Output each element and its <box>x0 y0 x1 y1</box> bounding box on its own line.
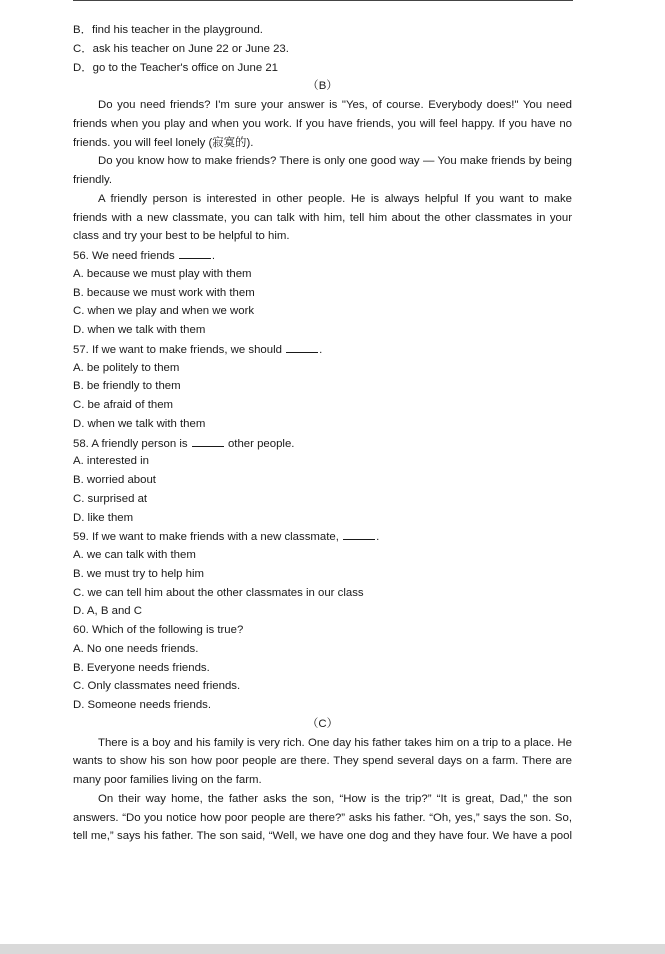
passage-line: class and try your best to be helpful to him. <box>73 230 290 243</box>
question-text-after: . <box>319 343 323 356</box>
passage-line: many poor families living on the farm. <box>73 774 262 786</box>
passage-line: answers. “Do you notice how poor people are there?” asks his father. “Oh, yes,” says the son. So, <box>73 811 572 824</box>
answer-option: A. be politely to them <box>73 361 180 374</box>
question-text-after: . <box>211 250 216 262</box>
answer-option: C. we can tell him about the other classmates in our class <box>73 586 364 599</box>
answer-option: D. like them <box>73 511 134 524</box>
section-heading-b: （B） <box>307 80 338 93</box>
question-text-after: . <box>376 531 380 544</box>
answer-option: B. we must try to help him <box>73 567 205 580</box>
page-bottom-bar <box>0 944 665 954</box>
question-text-after: other people. <box>227 437 295 450</box>
answer-option: D. when we talk with them <box>73 324 206 336</box>
question-text: 56. We need friends <box>73 250 175 262</box>
answer-blank <box>179 246 211 259</box>
passage-line: A friendly person is interested in other people. He is always helpful If you want to make <box>98 192 572 205</box>
passage-line: Do you know how to make friends? There is only one good way — You make friends by being <box>98 155 572 168</box>
answer-option: B. be friendly to them <box>73 380 181 393</box>
option-line: B．find his teacher in the playground. <box>73 24 263 36</box>
answer-option: A. No one needs friends. <box>73 642 199 655</box>
document-page <box>73 21 572 846</box>
answer-option: A. interested in <box>73 455 149 468</box>
question-text: 58. A friendly person is <box>73 437 188 450</box>
answer-option: A. we can talk with them <box>73 549 196 561</box>
answer-blank <box>343 527 375 540</box>
passage-line: There is a boy and his family is very rich. One day his father takes him on a trip to a place. He <box>98 736 572 749</box>
option-line: C．ask his teacher on June 22 or June 23. <box>73 42 289 55</box>
question-stem <box>73 527 572 546</box>
question-stem <box>73 621 572 640</box>
answer-option: C. be afraid of them <box>73 399 174 411</box>
question-stem <box>73 434 572 453</box>
option-line: D．go to the Teacher's office on June 21 <box>73 61 279 74</box>
top-rule <box>73 0 573 1</box>
question-text: 57. If we want to make friends, we should <box>73 343 282 356</box>
passage-line: friends with a new classmate, you can talk with him, tell him about the other classmates in your <box>73 211 572 224</box>
section-heading-c: （C） <box>306 717 338 730</box>
question-text: 60. Which of the following is true? <box>73 624 244 636</box>
answer-option: B. because we must work with them <box>73 286 255 299</box>
answer-option: A. because we must play with them <box>73 267 252 280</box>
question-stem <box>73 340 572 359</box>
answer-option: D. Someone needs friends. <box>73 699 212 711</box>
answer-option: B. worried about <box>73 474 156 486</box>
answer-option: C. surprised at <box>73 492 148 505</box>
passage-line: wants to show his son how poor people are there. They spend several days on a farm. There are <box>73 755 572 768</box>
passage-line: tell me,” says his father. The son said, “Well, we have one dog and they have four. We have a pool <box>73 830 572 843</box>
passage-line: friends when you play and when you work. If you have friends, you will feel happy. If you have no <box>73 117 572 130</box>
passage-line: friendly. <box>73 174 113 186</box>
answer-option: D. when we talk with them <box>73 417 206 430</box>
answer-blank <box>192 434 224 447</box>
passage-line: Do you need friends? I'm sure your answer is "Yes, of course. Everybody does!" You need <box>98 99 572 111</box>
passage-line: On their way home, the father asks the son, “How is the trip?” “It is great, Dad,” the son <box>98 792 572 805</box>
question-stem <box>73 246 572 265</box>
answer-option: D. A, B and C <box>73 605 143 618</box>
answer-option: B. Everyone needs friends. <box>73 661 210 674</box>
answer-blank <box>286 340 318 353</box>
passage-line: friends. you will feel lonely (寂寞的). <box>73 136 254 149</box>
answer-option: C. when we play and when we work <box>73 305 255 318</box>
question-text: 59. If we want to make friends with a new classmate, <box>73 531 339 544</box>
answer-option: C. Only classmates need friends. <box>73 680 241 693</box>
